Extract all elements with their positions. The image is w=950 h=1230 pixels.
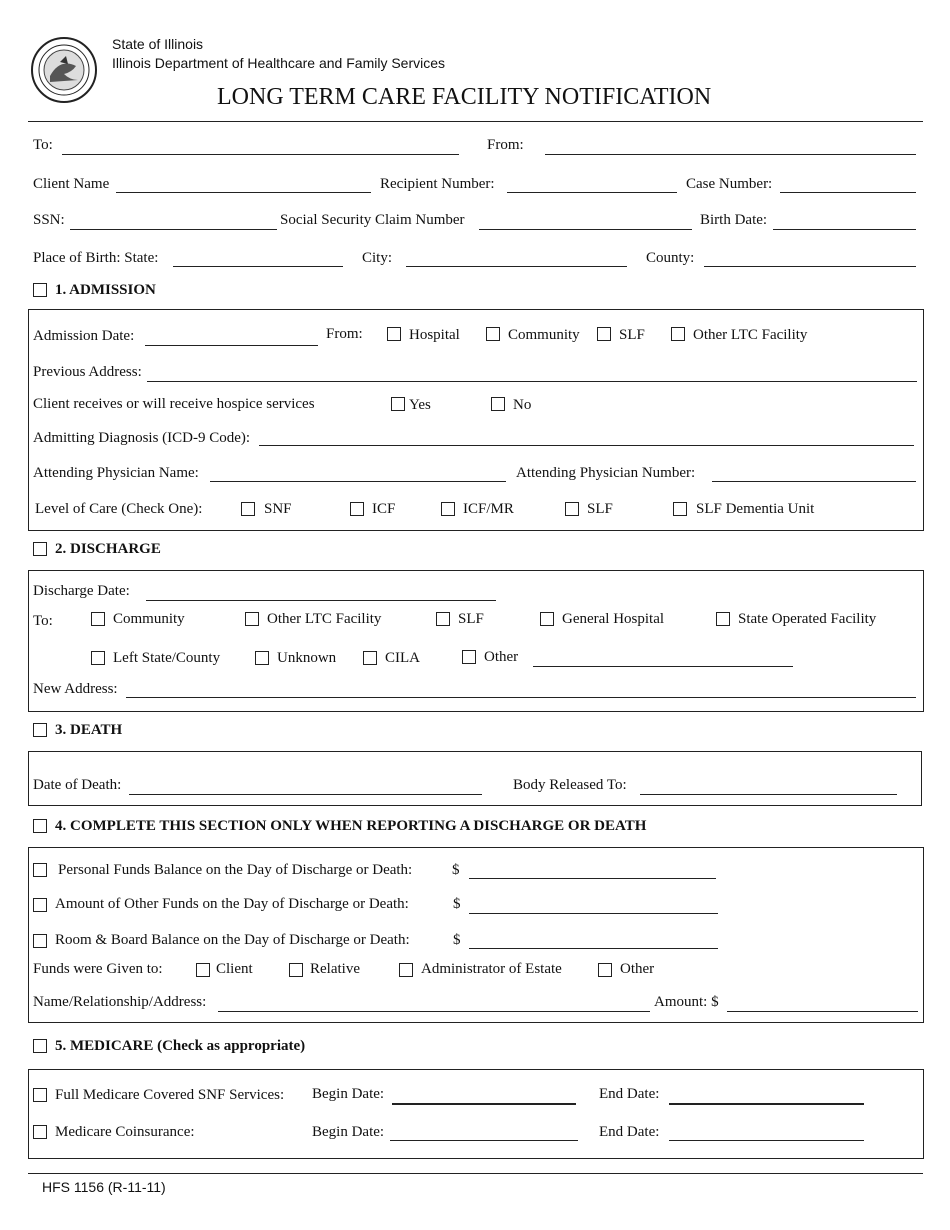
funds-checkbox[interactable]: [33, 819, 47, 833]
ss-claim-field[interactable]: [479, 229, 692, 230]
page-title: LONG TERM CARE FACILITY NOTIFICATION: [217, 84, 712, 110]
county-field[interactable]: [704, 266, 916, 267]
to-state-operated-label: State Operated Facility: [738, 611, 877, 627]
hospice-yes-label: Yes: [409, 397, 431, 413]
amount-label: Amount: $: [654, 994, 719, 1010]
department-name: Illinois Department of Healthcare and Family Services: [112, 55, 446, 71]
birth-state-field[interactable]: [173, 266, 343, 267]
state-seal-icon: [30, 36, 98, 104]
level-slf-dementia-label: SLF Dementia Unit: [696, 501, 815, 517]
ssn-field[interactable]: [70, 229, 277, 230]
funds-given-label: Funds were Given to:: [33, 961, 163, 977]
admission-from-label: From:: [326, 326, 363, 342]
recipient-number-label: Recipient Number:: [380, 176, 495, 192]
given-other-label: Other: [620, 961, 655, 977]
county-label: County:: [646, 250, 695, 266]
admission-date-label: Admission Date:: [33, 328, 135, 344]
from-community-checkbox[interactable]: [486, 327, 500, 341]
funds-heading: 4. COMPLETE THIS SECTION ONLY WHEN REPORTING A DISCHARGE OR DEATH: [55, 818, 647, 834]
body-released-label: Body Released To:: [513, 777, 627, 793]
birth-date-label: Birth Date:: [700, 212, 768, 228]
discharge-heading: 2. DISCHARGE: [55, 541, 161, 557]
room-board-label: Room & Board Balance on the Day of Discharge or Death:: [55, 932, 410, 948]
given-client-checkbox[interactable]: [196, 963, 210, 977]
admission-heading: 1. ADMISSION: [55, 282, 156, 298]
from-hospital-label: Hospital: [409, 327, 460, 343]
from-field[interactable]: [545, 154, 916, 155]
level-icfmr-label: ICF/MR: [463, 501, 514, 517]
full-begin-label: Begin Date:: [312, 1086, 385, 1102]
case-number-label: Case Number:: [686, 176, 773, 192]
other-funds-label: Amount of Other Funds on the Day of Discharge or Death:: [55, 896, 409, 912]
given-relative-checkbox[interactable]: [289, 963, 303, 977]
to-cila-label: CILA: [385, 650, 420, 666]
hospice-no-label: No: [513, 397, 532, 413]
form-number: HFS 1156 (R-11-11): [42, 1179, 166, 1195]
previous-address-label: Previous Address:: [33, 364, 142, 380]
admission-checkbox[interactable]: [33, 283, 47, 297]
to-community-label: Community: [113, 611, 185, 627]
date-of-death-field[interactable]: [129, 794, 482, 795]
to-unknown-checkbox[interactable]: [255, 651, 269, 665]
physician-name-field[interactable]: [210, 481, 506, 482]
personal-funds-dollar: $: [452, 862, 460, 878]
level-snf-label: SNF: [264, 501, 292, 517]
discharge-to-label: To:: [33, 613, 53, 629]
physician-number-label: Attending Physician Number:: [516, 465, 696, 481]
given-other-checkbox[interactable]: [598, 963, 612, 977]
from-slf-label: SLF: [619, 327, 645, 343]
personal-funds-label: Personal Funds Balance on the Day of Discharge or Death:: [58, 862, 413, 878]
diagnosis-field[interactable]: [259, 445, 914, 446]
level-slf-dementia-checkbox[interactable]: [673, 502, 687, 516]
coins-end-field[interactable]: [669, 1140, 864, 1141]
coinsurance-label: Medicare Coinsurance:: [55, 1124, 195, 1140]
other-funds-field[interactable]: [469, 913, 718, 914]
birth-date-field[interactable]: [773, 229, 916, 230]
level-of-care-label: Level of Care (Check One):: [35, 501, 203, 517]
to-unknown-label: Unknown: [277, 650, 337, 666]
new-address-label: New Address:: [33, 681, 118, 697]
recipient-number-field[interactable]: [507, 192, 677, 193]
footer-divider: [28, 1173, 923, 1174]
city-field[interactable]: [406, 266, 627, 267]
to-other-ltc-label: Other LTC Facility: [267, 611, 382, 627]
to-other-field[interactable]: [533, 666, 793, 667]
body-released-field[interactable]: [640, 794, 897, 795]
from-label: From:: [487, 137, 524, 153]
discharge-date-field[interactable]: [146, 600, 496, 601]
given-administrator-label: Administrator of Estate: [421, 961, 562, 977]
client-name-label: Client Name: [33, 176, 110, 192]
to-left-state-checkbox[interactable]: [91, 651, 105, 665]
client-name-field[interactable]: [116, 192, 371, 193]
to-general-hospital-checkbox[interactable]: [540, 612, 554, 626]
discharge-section: [28, 570, 924, 712]
hospice-no-checkbox[interactable]: [491, 397, 505, 411]
admission-date-field[interactable]: [145, 345, 318, 346]
from-hospital-checkbox[interactable]: [387, 327, 401, 341]
to-other-checkbox[interactable]: [462, 650, 476, 664]
medicare-checkbox[interactable]: [33, 1039, 47, 1053]
ss-claim-label: Social Security Claim Number: [280, 212, 465, 228]
level-icf-checkbox[interactable]: [350, 502, 364, 516]
full-medicare-checkbox[interactable]: [33, 1088, 47, 1102]
discharge-date-label: Discharge Date:: [33, 583, 130, 599]
to-field[interactable]: [62, 154, 459, 155]
hospice-yes-checkbox[interactable]: [391, 397, 405, 411]
case-number-field[interactable]: [780, 192, 916, 193]
discharge-checkbox[interactable]: [33, 542, 47, 556]
hospice-label: Client receives or will receive hospice services: [33, 396, 315, 412]
given-relative-label: Relative: [310, 961, 360, 977]
room-board-dollar: $: [453, 932, 461, 948]
from-other-ltc-label: Other LTC Facility: [693, 327, 808, 343]
header-divider: [28, 121, 923, 122]
ssn-label: SSN:: [33, 212, 65, 228]
other-funds-checkbox[interactable]: [33, 898, 47, 912]
to-slf-checkbox[interactable]: [436, 612, 450, 626]
full-begin-field[interactable]: [392, 1103, 576, 1105]
level-icf-label: ICF: [372, 501, 396, 517]
level-icfmr-checkbox[interactable]: [441, 502, 455, 516]
state-name: State of Illinois: [112, 36, 204, 52]
to-other-ltc-checkbox[interactable]: [245, 612, 259, 626]
room-board-checkbox[interactable]: [33, 934, 47, 948]
from-community-label: Community: [508, 327, 580, 343]
to-state-operated-checkbox[interactable]: [716, 612, 730, 626]
death-checkbox[interactable]: [33, 723, 47, 737]
city-label: City:: [362, 250, 393, 266]
coins-end-label: End Date:: [599, 1124, 660, 1140]
amount-field[interactable]: [727, 1011, 918, 1012]
to-community-checkbox[interactable]: [91, 612, 105, 626]
name-relationship-field[interactable]: [218, 1011, 650, 1012]
coins-begin-label: Begin Date:: [312, 1124, 385, 1140]
previous-address-field[interactable]: [147, 381, 917, 382]
to-slf-label: SLF: [458, 611, 484, 627]
room-board-field[interactable]: [469, 948, 718, 949]
full-end-label: End Date:: [599, 1086, 660, 1102]
level-slf-label: SLF: [587, 501, 613, 517]
level-snf-checkbox[interactable]: [241, 502, 255, 516]
medicare-heading: 5. MEDICARE (Check as appropriate): [55, 1038, 306, 1054]
death-section: [28, 751, 922, 806]
death-heading: 3. DEATH: [55, 722, 123, 738]
to-cila-checkbox[interactable]: [363, 651, 377, 665]
from-other-ltc-checkbox[interactable]: [671, 327, 685, 341]
name-relationship-label: Name/Relationship/Address:: [33, 994, 207, 1010]
given-administrator-checkbox[interactable]: [399, 963, 413, 977]
date-of-death-label: Date of Death:: [33, 777, 122, 793]
place-of-birth-label: Place of Birth: State:: [33, 250, 159, 266]
physician-name-label: Attending Physician Name:: [33, 465, 199, 481]
full-end-field[interactable]: [669, 1103, 864, 1105]
from-slf-checkbox[interactable]: [597, 327, 611, 341]
coinsurance-checkbox[interactable]: [33, 1125, 47, 1139]
physician-number-field[interactable]: [712, 481, 916, 482]
level-slf-checkbox[interactable]: [565, 502, 579, 516]
diagnosis-label: Admitting Diagnosis (ICD-9 Code):: [33, 430, 251, 446]
to-left-state-label: Left State/County: [113, 650, 221, 666]
personal-funds-checkbox[interactable]: [33, 863, 47, 877]
to-general-hospital-label: General Hospital: [562, 611, 665, 627]
to-label: To:: [33, 137, 53, 153]
personal-funds-field[interactable]: [469, 878, 716, 879]
to-other-label: Other: [484, 649, 519, 665]
medicare-section: [28, 1069, 924, 1159]
given-client-label: Client: [216, 961, 253, 977]
new-address-field[interactable]: [126, 697, 916, 698]
other-funds-dollar: $: [453, 896, 461, 912]
full-medicare-label: Full Medicare Covered SNF Services:: [55, 1087, 285, 1103]
coins-begin-field[interactable]: [390, 1140, 578, 1141]
